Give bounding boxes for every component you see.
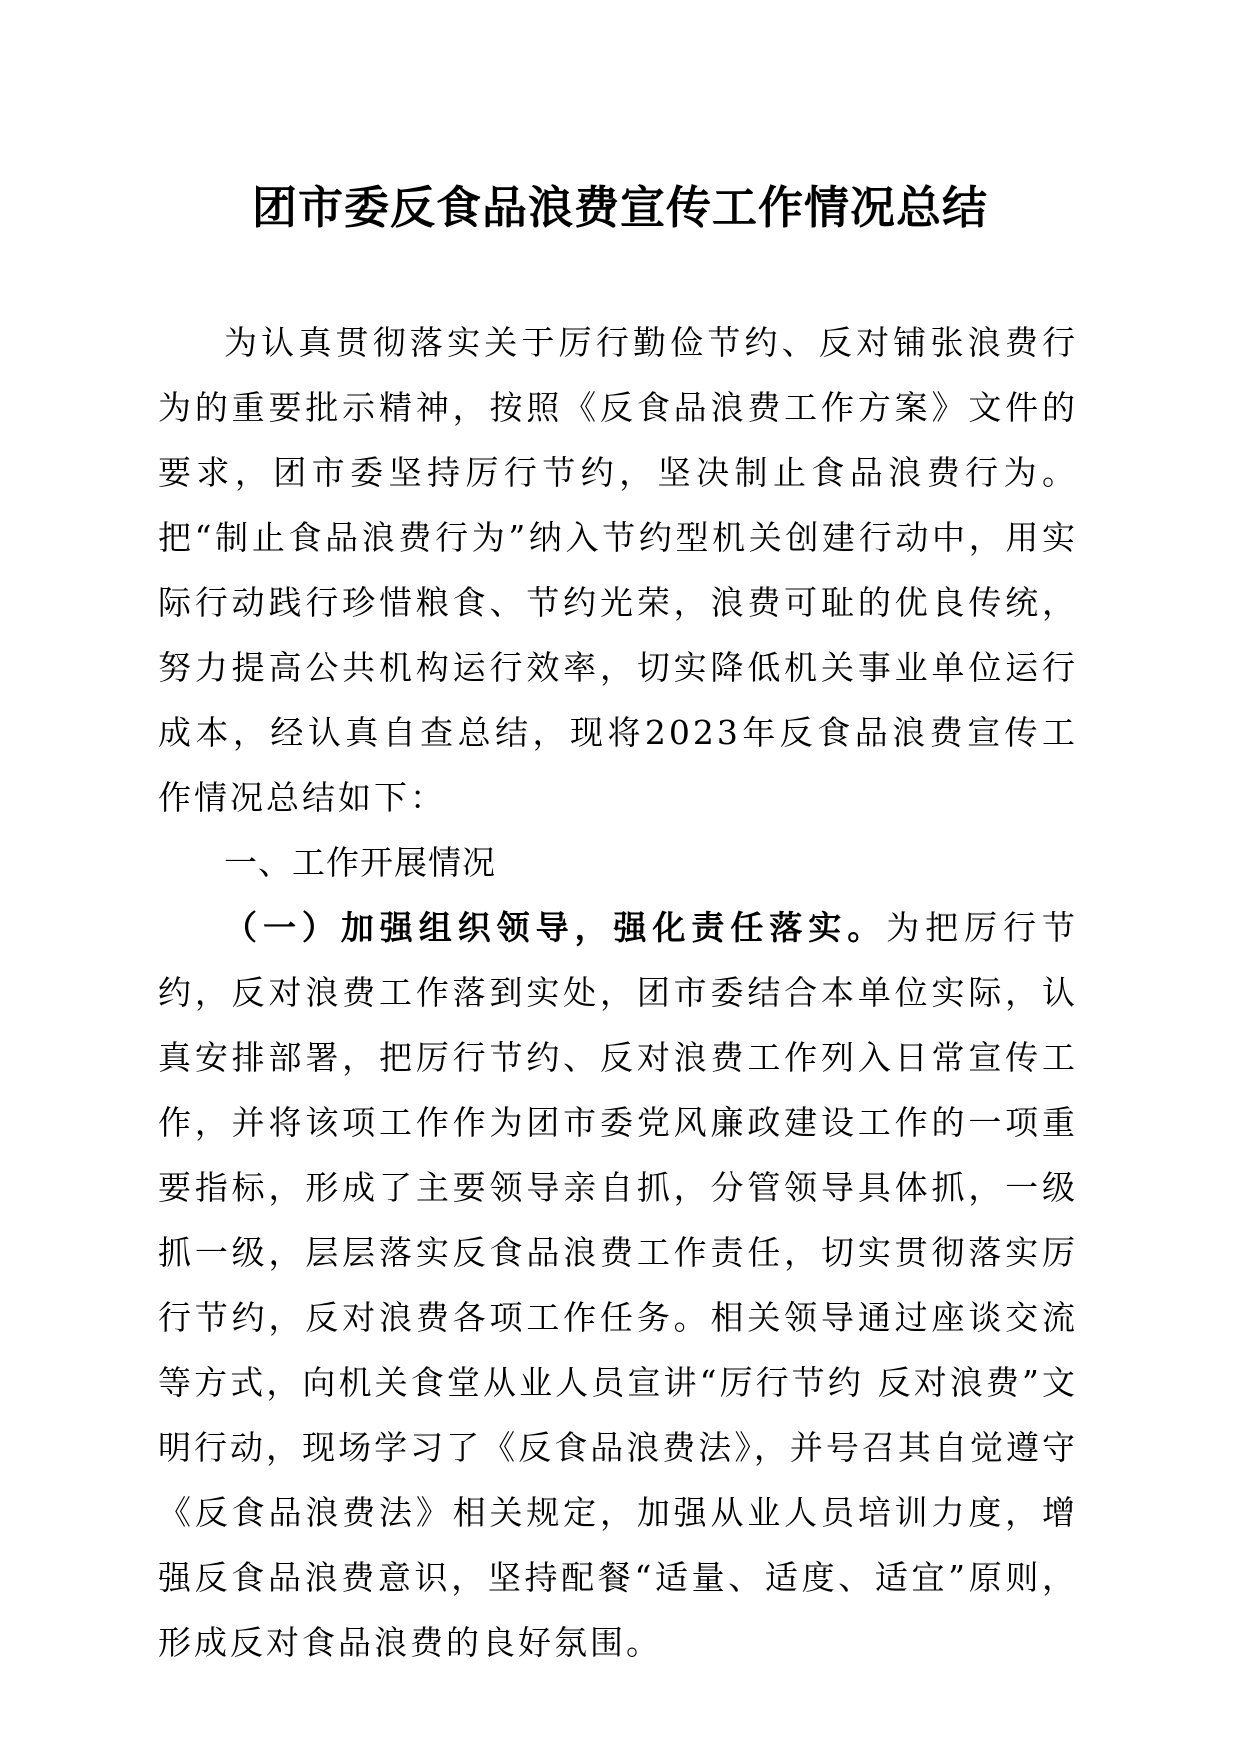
subsection-text: 为把厉行节约，反对浪费工作落到实处，团市委结合本单位实际，认真安排部署，把厉行节约、反对浪费工作列入日常宣传工作，并将该项工作作为团市委党风廉政建设工作的一项重要指标，形成了主要领导亲自抓，分管领导具体抓，一级抓一级，层层落实反食品浪费工作责任，切实贯彻落实厉行节约，反对浪费各项工作任务。相关领导通过座谈交流等方式，向机关食堂从业人员宣讲“厉行节约 反对浪费”文明行动，现场学习了《反食品浪费法》，并号召其自觉遵守《反食品浪费法》相关规定，加强从业人员培训力度，增强反食品浪费意识，坚持配餐“适量、适度、适宜”原则，形成反对食品浪费的良好氛围。 — [158, 908, 1079, 1662]
intro-paragraph: 为认真贯彻落实关于厉行勤俭节约、反对铺张浪费行为的重要批示精神，按照《反食品浪费工作方案》文件的要求，团市委坚持厉行节约，坚决制止食品浪费行为。把“制止食品浪费行为”纳入节约型机关创建行动中，用实际行动践行珍惜粮食、节约光荣，浪费可耻的优良传统，努力提高公共机构运行效率，切实降低机关事业单位运行成本，经认真自查总结，现将2023年反食品浪费宣传工作情况总结如下： — [158, 323, 1078, 817]
document-body — [158, 310, 1078, 1675]
section-heading: 一、工作开展情况 — [224, 843, 496, 882]
subsection-heading: （一）加强组织领导，强化责任落实。 — [224, 908, 887, 947]
document-title: 团市委反食品浪费宣传工作情况总结 — [251, 181, 988, 234]
subsection-paragraph — [158, 895, 1078, 1675]
